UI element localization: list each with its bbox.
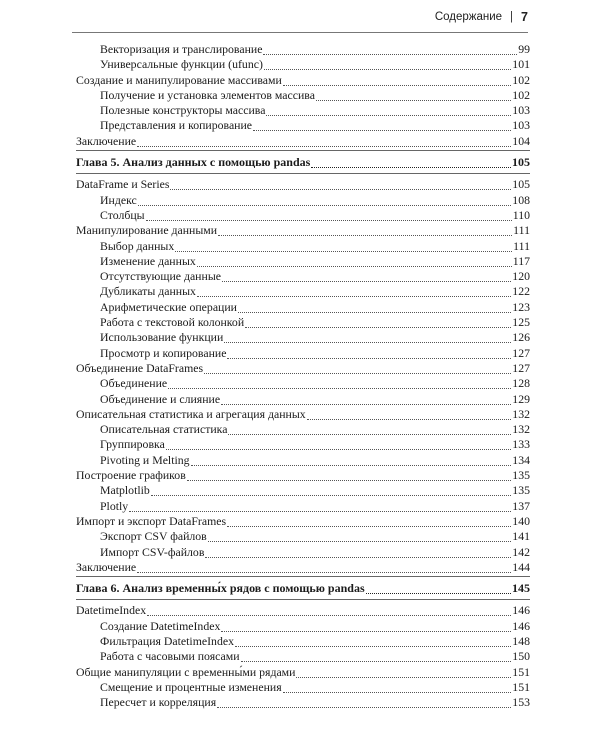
dot-leader [222, 272, 511, 282]
toc-entry-title: Работа с часовыми поясами [100, 649, 240, 664]
toc-entry-page: 151 [512, 664, 530, 679]
dot-leader [208, 532, 512, 542]
toc-entry-title: Создание и манипулирование массивами [76, 72, 282, 87]
toc-entry-page: 137 [512, 498, 530, 513]
dot-leader [238, 303, 511, 313]
toc-entry-page: 125 [512, 315, 530, 330]
toc-entry [76, 665, 530, 680]
toc-entry-title: Манипулирование данными [76, 223, 218, 238]
toc-entry [76, 407, 530, 422]
toc-entry-page: 127 [512, 360, 530, 375]
dot-leader [227, 517, 511, 527]
dot-leader [366, 584, 511, 594]
toc-entry-page: 135 [512, 468, 530, 483]
toc-entry [76, 560, 530, 575]
dot-leader [241, 652, 512, 662]
dot-leader [175, 242, 512, 252]
dot-leader [264, 60, 511, 70]
toc-entry [76, 177, 530, 192]
toc-entry-page: 150 [512, 649, 530, 664]
toc-entry-page: 132 [512, 406, 530, 421]
toc-entry-page: 132 [512, 422, 530, 437]
toc-entry [76, 269, 530, 284]
toc-entry [76, 239, 530, 254]
chapter-rule [76, 173, 530, 174]
toc-entry [76, 118, 530, 133]
toc-entry [76, 315, 530, 330]
toc-entry [76, 545, 530, 560]
toc-entry-page: 101 [512, 57, 530, 72]
dot-leader [283, 683, 512, 693]
running-header [435, 10, 528, 24]
toc-entry-page: 111 [513, 223, 530, 238]
toc-entry-title: Пересчет и корреляция [100, 695, 217, 710]
toc-entry-title: Индекс [100, 192, 137, 207]
toc-entry [76, 134, 530, 149]
toc-entry-title: Фильтрация DatetimeIndex [100, 633, 234, 648]
toc-entry-title: Импорт и экспорт DataFrames [76, 513, 227, 528]
dot-leader [296, 668, 511, 678]
toc-entry-page: 135 [512, 483, 530, 498]
toc-entry [76, 422, 530, 437]
dot-leader [245, 318, 511, 328]
toc-entry-title: Plotly [100, 498, 129, 513]
toc-entry [76, 346, 530, 361]
toc-entry [76, 483, 530, 498]
toc-entry-page: 145 [512, 581, 530, 596]
toc-entry [76, 499, 530, 514]
chapter-rule [76, 576, 530, 577]
toc-entry-title: Объединение [100, 376, 168, 391]
toc-entry [76, 300, 530, 315]
toc-entry-title: Общие манипуляции с временны́ми рядами [76, 664, 296, 679]
page-number: 7 [521, 10, 528, 24]
toc-entry-title: Работа с текстовой колонкой [100, 315, 245, 330]
toc-entry [76, 392, 530, 407]
toc-entry-page: 146 [512, 603, 530, 618]
toc-entry [76, 284, 530, 299]
toc-entry-title: Заключение [76, 133, 137, 148]
toc-entry [76, 103, 530, 118]
dot-leader [316, 91, 511, 101]
toc-entry-page: 140 [512, 513, 530, 528]
toc-entry-title: Импорт CSV-файлов [100, 544, 205, 559]
toc-entry [76, 88, 530, 103]
dot-leader [187, 471, 512, 481]
toc-entry-title: Описательная статистика и агрегация данных [76, 406, 306, 421]
header-rule [72, 32, 528, 33]
dot-leader [218, 226, 512, 236]
toc-entry-title: Получение и установка элементов массива [100, 87, 315, 102]
toc-entry-page: 127 [512, 345, 530, 360]
toc-entry [76, 73, 530, 88]
table-of-contents [76, 42, 530, 710]
dot-leader [138, 196, 512, 206]
toc-entry [76, 57, 530, 72]
toc-entry-page: 142 [512, 544, 530, 559]
toc-entry-page: 126 [512, 330, 530, 345]
toc-entry-page: 146 [512, 618, 530, 633]
toc-entry-title: Экспорт CSV файлов [100, 529, 207, 544]
dot-leader [204, 364, 511, 374]
toc-entry-title: DataFrame и Series [76, 177, 170, 192]
toc-entry-title: Выбор данных [100, 238, 175, 253]
toc-entry-page: 153 [512, 695, 530, 710]
toc-entry-page: 103 [512, 103, 530, 118]
toc-entry-title: Глава 5. Анализ данных с помощью pandas [76, 155, 311, 170]
toc-entry-title: Заключение [76, 559, 137, 574]
toc-entry-title: Объединение и слияние [100, 391, 221, 406]
toc-entry-page: 120 [512, 269, 530, 284]
toc-entry-title: DatetimeIndex [76, 603, 147, 618]
dot-leader [221, 395, 511, 405]
toc-entry-title: Объединение DataFrames [76, 360, 204, 375]
toc-entry-title: Использование функции [100, 330, 224, 345]
header-title: Содержание [434, 11, 503, 23]
toc-entry-title: Matplotlib [100, 483, 150, 498]
toc-entry [76, 330, 530, 345]
dot-leader [221, 622, 511, 632]
dot-leader [137, 563, 511, 573]
toc-entry-page: 102 [512, 87, 530, 102]
dot-leader [228, 425, 511, 435]
toc-entry-page: 103 [512, 118, 530, 133]
toc-entry [76, 193, 530, 208]
dot-leader [283, 76, 512, 86]
toc-entry-page: 133 [512, 437, 530, 452]
dot-leader [129, 502, 511, 512]
toc-entry-page: 104 [512, 133, 530, 148]
toc-entry [76, 514, 530, 529]
toc-entry-title: Векторизация и транслирование [100, 42, 263, 56]
dot-leader [266, 106, 511, 116]
toc-entry-title: Столбцы [100, 207, 145, 222]
toc-entry [76, 208, 530, 223]
toc-entry-page: 122 [512, 284, 530, 299]
dot-leader [217, 698, 511, 708]
dot-leader [311, 158, 511, 168]
toc-entry-page: 151 [512, 679, 530, 694]
toc-entry-title: Арифметические операции [100, 299, 237, 314]
toc-entry [76, 361, 530, 376]
toc-entry [76, 680, 530, 695]
dot-leader [137, 137, 511, 147]
dot-leader [253, 121, 511, 131]
toc-entry-page: 111 [513, 238, 530, 253]
toc-entry [76, 223, 530, 238]
toc-entry-title: Изменение данных [100, 253, 196, 268]
dot-leader [146, 211, 512, 221]
toc-entry-page: 105 [512, 155, 530, 170]
toc-entry [76, 634, 530, 649]
dot-leader [191, 456, 512, 466]
toc-entry-title: Просмотр и копирование [100, 345, 227, 360]
toc-entry [76, 619, 530, 634]
toc-entry [76, 649, 530, 664]
dot-leader [224, 333, 511, 343]
toc-entry-page: 129 [512, 391, 530, 406]
toc-entry-title: Построение графиков [76, 468, 186, 483]
toc-entry [76, 376, 530, 391]
chapter-rule [76, 150, 530, 151]
toc-entry [76, 453, 530, 468]
toc-entry-title: Глава 6. Анализ временны́х рядов с помощью pandas [76, 581, 365, 596]
dot-leader [170, 180, 511, 190]
toc-entry-title: Полезные конструкторы массива [100, 103, 266, 118]
dot-leader [205, 548, 511, 558]
toc-entry-page: 128 [512, 376, 530, 391]
toc-entry-title: Группировка [100, 437, 165, 452]
toc-entry-page: 141 [512, 529, 530, 544]
dot-leader [263, 45, 517, 55]
toc-entry-page: 108 [512, 192, 530, 207]
toc-entry [76, 468, 530, 483]
toc-entry-page: 110 [512, 207, 530, 222]
toc-entry-title: Смещение и процентные изменения [100, 679, 282, 694]
dot-leader [168, 379, 511, 389]
toc-entry [76, 254, 530, 269]
header-separator: | [510, 11, 514, 23]
toc-entry-page: 99 [518, 42, 530, 56]
toc-entry-page: 144 [512, 559, 530, 574]
dot-leader [227, 349, 511, 359]
dot-leader [307, 410, 512, 420]
toc-entry-page: 148 [512, 633, 530, 648]
toc-entry-page: 105 [512, 177, 530, 192]
dot-leader [197, 257, 512, 267]
toc-entry [76, 529, 530, 544]
toc-chapter-entry [76, 155, 530, 170]
dot-leader [151, 486, 511, 496]
toc-entry [76, 603, 530, 618]
toc-entry [76, 695, 530, 710]
dot-leader [197, 287, 511, 297]
toc-entry-title: Создание DatetimeIndex [100, 618, 221, 633]
toc-entry-title: Универсальные функции (ufunc) [100, 57, 263, 72]
toc-entry-page: 102 [512, 72, 530, 87]
toc-entry-title: Описательная статистика [100, 422, 228, 437]
toc-entry-title: Pivoting и Melting [100, 452, 190, 467]
dot-leader [235, 637, 511, 647]
toc-entry-title: Отсутствующие данные [100, 269, 221, 284]
toc-entry [76, 437, 530, 452]
toc-entry-page: 134 [512, 452, 530, 467]
chapter-rule [76, 599, 530, 600]
toc-entry [76, 42, 530, 57]
dot-leader [166, 440, 511, 450]
toc-entry-title: Дубликаты данных [100, 284, 196, 299]
toc-entry-title: Представления и копирование [100, 118, 253, 133]
toc-chapter-entry [76, 581, 530, 596]
toc-entry-page: 117 [512, 253, 530, 268]
toc-entry-page: 123 [512, 299, 530, 314]
dot-leader [147, 606, 511, 616]
